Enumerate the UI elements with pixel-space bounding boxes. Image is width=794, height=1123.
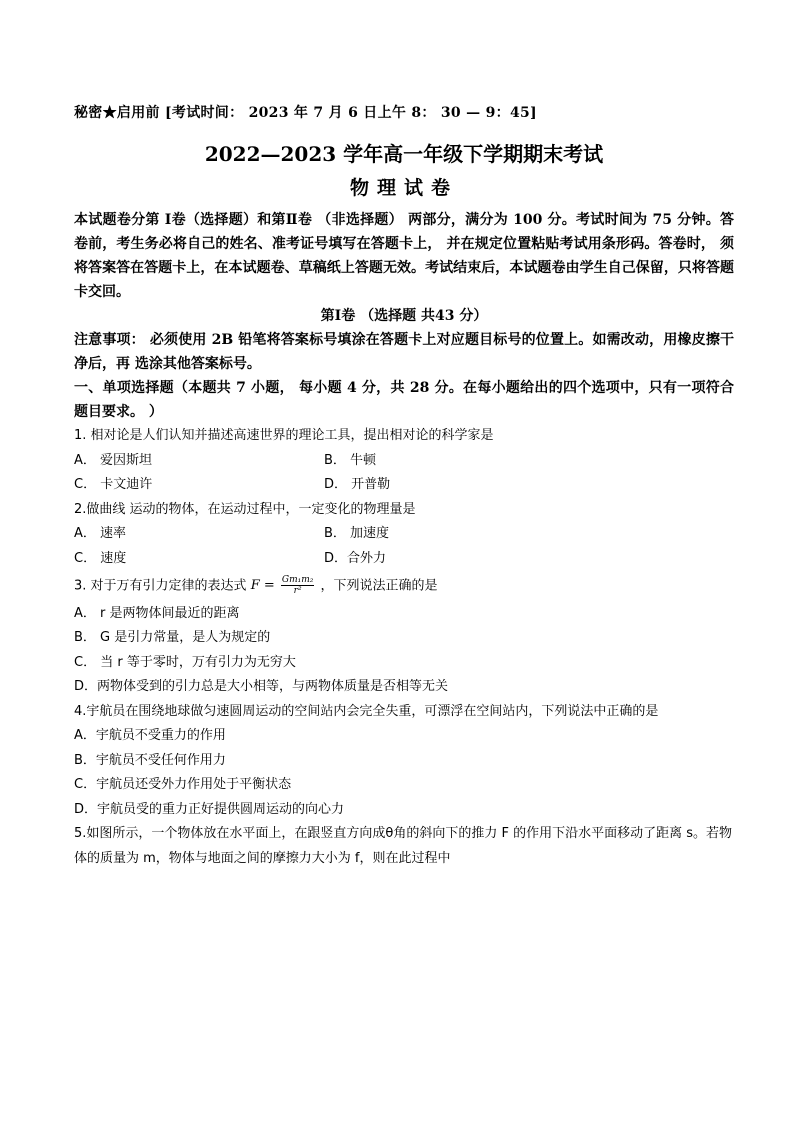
question-4-option-b: B．宇航员不受任何作用力 [74,752,226,768]
gravitation-formula [251,571,317,601]
question-4-option-d: D．宇航员受的重力正好提供圆周运动的向心力 [74,801,345,817]
exam-page [74,100,734,871]
question-1-option-b: B． 牛顿 [324,452,377,468]
question-4-option-c: C．宇航员还受外力作用处于平衡状态 [74,777,292,792]
formula-denominator: r² [293,586,302,596]
section-heading: 第Ⅰ卷 （选择题 共43 分） [320,308,488,324]
exam-title: 2022—2023 学年高一年级下学期期末考试 [204,142,604,166]
formula-fraction [281,575,314,596]
question-1-option-a: A． 爱因斯坦 [74,452,153,468]
question-3-stem [74,571,734,602]
question-3-stem-end: ，下列说法正确的是 [320,578,438,594]
exam-instructions: 本试题卷分第 Ⅰ卷（选择题）和第Ⅱ卷 （非选择题） 两部分，满分为 100 分。考试时间为 75 分钟。答卷前，考生务必将自己的姓名、准考证号填写在答题卡上， 并在规定位置粘贴考试用条形码。答卷时， 须将答案答在答题卡上，在本试题卷、草稿纸上答题无效。考试结束后，本试题卷由学生自己保留，只将答题卡交回。 [74,212,734,300]
formula-numerator: Gm₁m₂ [281,575,314,585]
question-3-stem-start: 3. 对于万有引力定律的表达式 [74,578,247,594]
question-5-stem: 5.如图所示，一个物体放在水平面上，在跟竖直方向成θ角的斜向下的推力 F 的作用下沿水平面移动了距离 s。若物体的质量为 m，物体与地面之间的摩擦力大小为 f，则在此过程中 [74,826,733,866]
question-4-option-a: A．宇航员不受重力的作用 [74,728,226,743]
part-heading: 一、单项选择题（本题共 7 小题， 每小题 4 分，共 28 分。在每小题给出的四个选项中，只有一项符合题目要求。 ） [74,380,734,420]
question-1-option-c: C． 卡文迪许 [74,477,153,492]
question-1-options-row-2 [74,473,734,498]
question-1-option-d: D． 开普勒 [324,477,391,492]
question-2-stem: 2.做曲线 运动的物体，在运动过程中，一定变化的物理量是 [74,501,416,517]
confidential-header: 秘密★启用前 [考试时间： 2023 年 7 月 6 日上午 8： 30 — 9：45] [74,105,537,121]
question-2-options-row-2 [74,547,734,572]
question-3-option-b: B． G 是引力常量，是人为规定的 [74,630,271,645]
question-3-option-a: A． r 是两物体间最近的距离 [74,605,240,621]
question-1-options-row-1 [74,449,734,474]
notice-paragraph: 注意事项： 必须使用 2B 铅笔将答案标号填涂在答题卡上对应题目标号的位置上。如需改动，用橡皮擦干净后，再 选涂其他答案标号。 [74,332,734,372]
question-2-option-a: A． 速率 [74,526,127,541]
question-2-option-b: B． 加速度 [324,526,390,541]
exam-subtitle: 物理试卷 [349,177,458,199]
formula-lhs: F = [250,578,275,593]
question-3-option-c: C． 当 r 等于零时，万有引力为无穷大 [74,654,296,670]
question-4-stem: 4.宇航员在围绕地球做匀速圆周运动的空间站内会完全失重，可漂浮在空间站内，下列说法中正确的是 [74,703,659,719]
question-2-option-c: C． 速度 [74,550,127,566]
question-3-option-d: D．两物体受到的引力总是大小相等，与两物体质量是否相等无关 [74,679,449,694]
question-2-options-row-1 [74,522,734,547]
question-2-option-d: D．合外力 [324,550,387,566]
question-1-stem: 1. 相对论是人们认知并描述高速世界的理论工具，提出相对论的科学家是 [74,428,494,443]
